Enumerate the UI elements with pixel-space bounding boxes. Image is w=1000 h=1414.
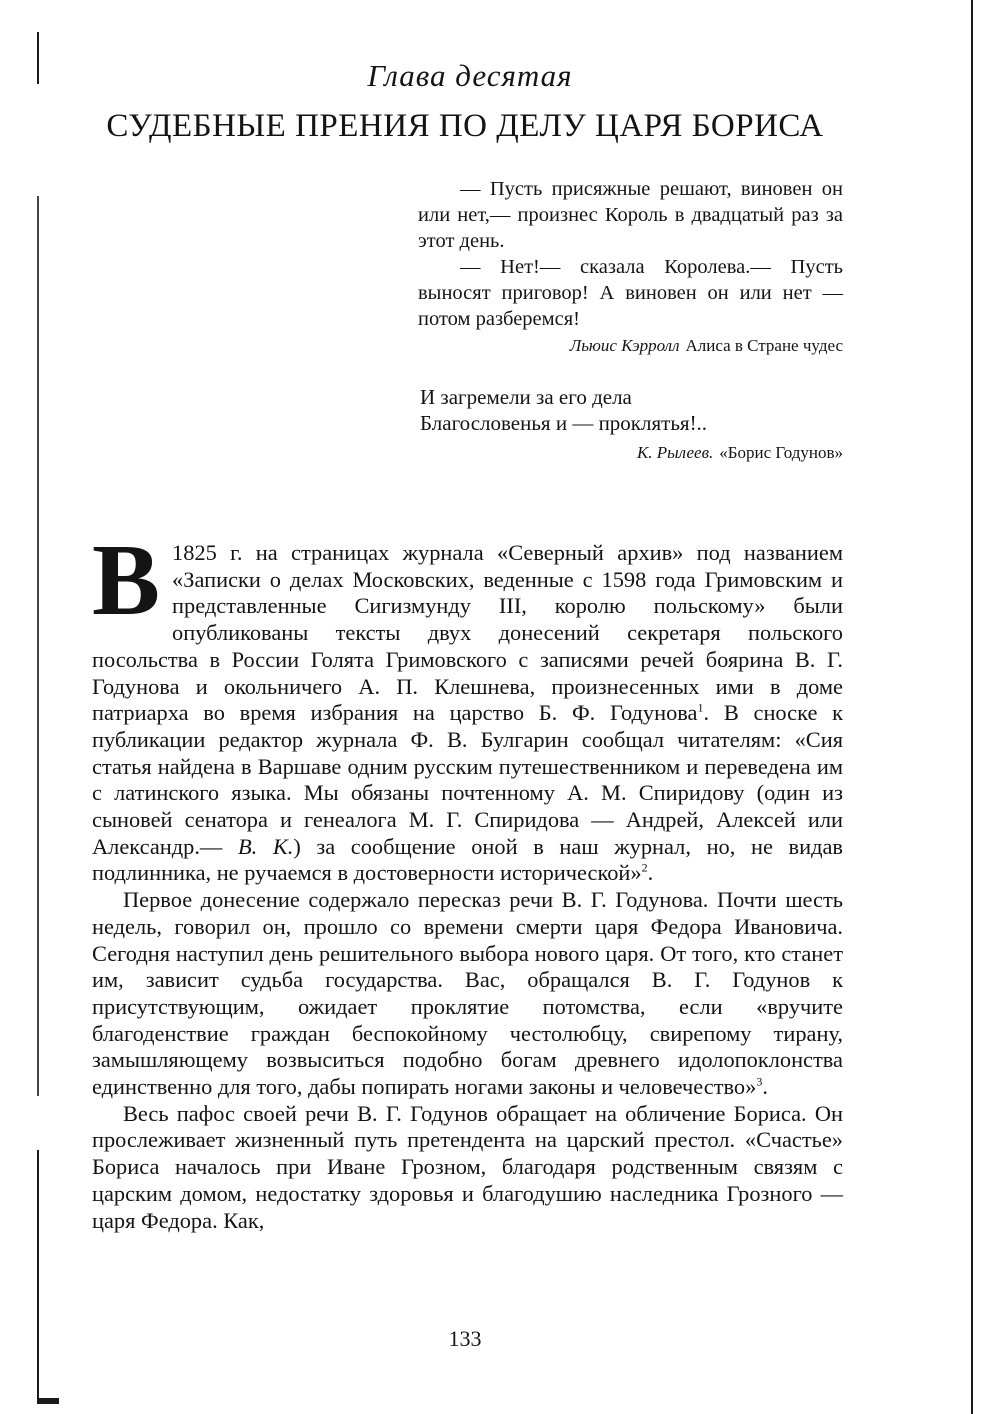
drop-cap: В bbox=[92, 524, 161, 637]
paragraph-text: . В сноске к публикации редактор журнала Ф. В. Булгарин сообщал читателям: «Сия статья найдена в Варшаве одним русским путешественником и переведена им с латинского языка. Мы обязаны почтенному А. М. Спиридову (один из сыновей сенатора и генеалога М. Г. Спиридова — Андрей, Алексей или Александр.— bbox=[92, 700, 843, 859]
epigraph-author: К. Рылеев. bbox=[636, 443, 714, 462]
footnote-ref: 2 bbox=[641, 860, 648, 875]
epigraph-carroll bbox=[418, 176, 843, 332]
footnote-ref: 3 bbox=[756, 1074, 763, 1089]
epigraph-attribution bbox=[570, 336, 843, 356]
paragraph-text: ) за сообщение оной в наш журнал, но, не видав подлинника, не ручаемся в достоверности исторической» bbox=[92, 833, 843, 886]
paragraph bbox=[92, 887, 843, 1101]
epigraph-work: Алиса в Стране чудес bbox=[685, 336, 843, 355]
scan-edge-line-right bbox=[971, 0, 973, 1414]
epigraph-attribution bbox=[637, 443, 843, 463]
page-number: 133 bbox=[448, 1326, 482, 1351]
footnote-ref: 1 bbox=[697, 700, 704, 715]
paragraph-text: . bbox=[762, 1074, 768, 1100]
chapter-heading: Глава десятая bbox=[367, 58, 573, 93]
paragraph bbox=[92, 524, 843, 887]
chapter-title: СУДЕБНЫЕ ПРЕНИЯ ПО ДЕЛУ ЦАРЯ БОРИСА bbox=[106, 108, 824, 144]
paragraph-text: . bbox=[647, 860, 654, 886]
editor-initials: В. К. bbox=[237, 833, 294, 859]
paragraph-text: 1825 г. на страницах журнала «Северный архив» под названием «Записки о делах Московских, веденные с 1598 года Гримовским и представленные Сигизмунду III, королю польскому» были опубликованы тексты двух донесений секретаря польского посольства в России Голята Гримовского с записями речей боярина В. Г. Годунова и окольничего А. П. Клешнева, произнесенных ими в доме патриарха во время избрания на царство Б. Ф. Годунова bbox=[92, 540, 843, 726]
main-text bbox=[92, 524, 843, 1234]
epigraph-work: «Борис Годунов» bbox=[719, 443, 843, 462]
paragraph: Весь пафос своей речи В. Г. Годунов обращает на обличение Бориса. Он прослеживает жизненный путь претендента на царский престол. «Счастье» Бориса началось при Иване Грозном, благодаря родственным связям с царским домом, недостатку здоровья и благодушию наследника Грозного — царя Федора. Как, bbox=[92, 1100, 843, 1233]
epigraph-author: Льюис Кэрролл bbox=[569, 336, 680, 355]
scan-edge-line-left-bottom bbox=[37, 1150, 39, 1400]
scan-corner-mark bbox=[37, 1398, 59, 1404]
scan-edge-line-left-mid bbox=[37, 196, 39, 1096]
epigraph-ryleev bbox=[420, 384, 707, 436]
epigraph-paragraph: — Нет!— сказала Королева.— Пусть выносят приговор! А виновен он или нет — потом разберемся! bbox=[418, 256, 843, 330]
epigraph-paragraph: — Пусть присяжные решают, виновен он или нет,— произнес Король в двадцатый раз за этот день. bbox=[418, 178, 843, 252]
paragraph-text: Первое донесение содержало пересказ речи В. Г. Годунова. Почти шесть недель, говорил он, прошло со времени смерти царя Федора Ивановича. Сегодня наступил день решительного выбора нового царя. От того, кто станет им, зависит судьба государства. Вас, обращался В. Г. Годунов к присутствующим, ожидает проклятие потомства, если «вручите благоденствие граждан беспокойному честолюбцу, свирепому тирану, замышляющему возвыситься подобно богам древнего идолопоклонства единственно для того, дабы попирать ногами законы и человечество» bbox=[92, 887, 843, 1100]
verse-line: И загремели за его дела bbox=[420, 385, 632, 409]
verse-line: Благословенья и — проклятья!.. bbox=[420, 411, 708, 435]
